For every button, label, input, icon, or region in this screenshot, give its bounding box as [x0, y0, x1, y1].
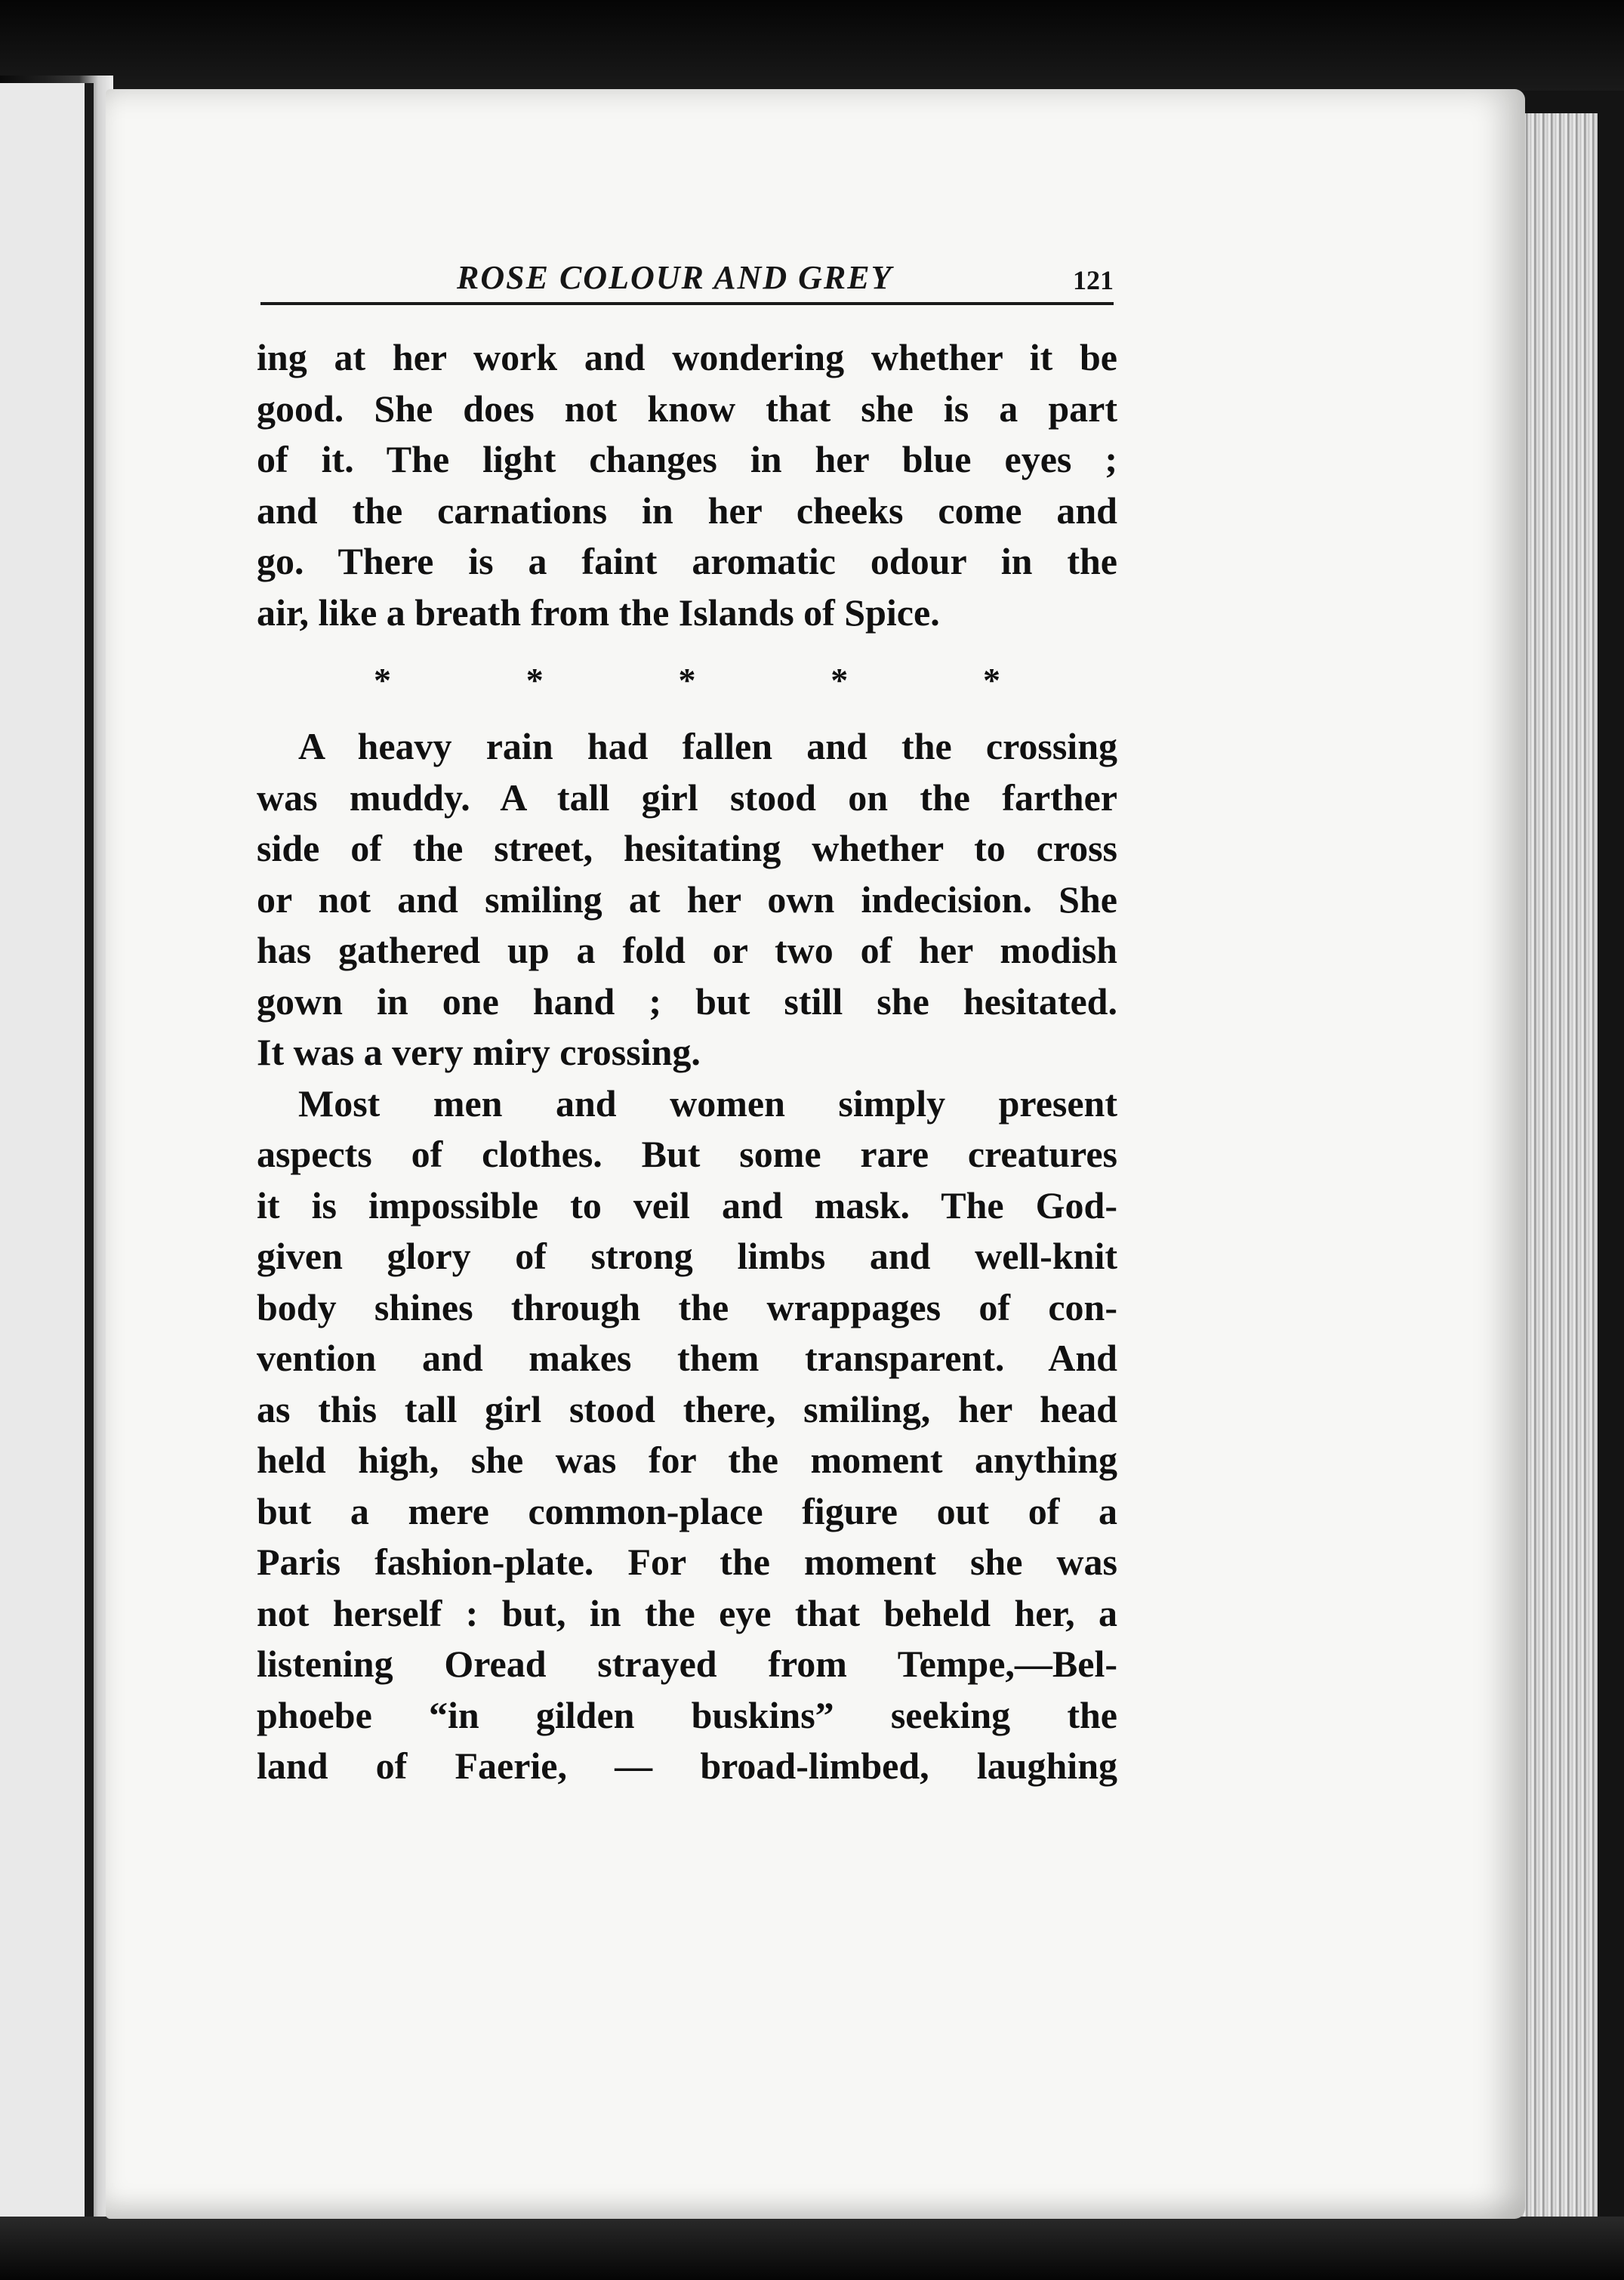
text-line: aspects of clothes. But some rare creatures [257, 1133, 1117, 1175]
text-line: or not and smiling at her own indecision. She [257, 878, 1117, 921]
text-line: body shines through the wrappages of con- [257, 1285, 1117, 1328]
asterisk: * [678, 661, 696, 699]
text-line: vention and makes them transparent. And [257, 1337, 1117, 1379]
text-line: given glory of strong limbs and well-knit [257, 1235, 1117, 1277]
text-line: land of Faerie, — broad-limbed, laughing [257, 1745, 1117, 1787]
text-line: was muddy. A tall girl stood on the farther [257, 776, 1117, 819]
asterisk: * [374, 661, 391, 699]
running-title: ROSE COLOUR AND GREY [457, 259, 893, 296]
text-line: listening Oread strayed from Tempe,—Bel- [257, 1643, 1117, 1685]
text-line: of it. The light changes in her blue eyes ; [257, 438, 1117, 480]
asterisk: * [830, 661, 849, 699]
paragraph [257, 1078, 1117, 1792]
text-line: gown in one hand ; but still she hesitated. [257, 980, 1117, 1023]
text-line: has gathered up a fold or two of her modish [257, 929, 1117, 971]
scan-top-border [0, 0, 1624, 91]
text-line: not herself : but, in the eye that beheld her, a [257, 1591, 1117, 1634]
text-line: A heavy rain had fallen and the crossing [298, 725, 1117, 767]
section-break [374, 638, 1000, 721]
scan-bottom-border [0, 2217, 1624, 2280]
body-text [257, 332, 1117, 1792]
paragraph [257, 721, 1117, 1078]
text-line: side of the street, hesitating whether to cross [257, 827, 1117, 869]
asterisk: * [983, 661, 1000, 699]
text-line: but a mere common-place figure out of a [257, 1489, 1117, 1532]
page-number: 121 [1073, 265, 1114, 295]
text-line: good. She does not know that she is a part [257, 387, 1117, 430]
text-line: Most men and women simply present [298, 1081, 1117, 1125]
text-line: ing at her work and wondering whether it be [257, 336, 1117, 378]
text-line: It was a very miry crossing. [257, 1031, 701, 1073]
text-line: held high, she was for the moment anything [257, 1439, 1117, 1481]
asterisk: * [525, 661, 544, 699]
paragraph [257, 332, 1117, 638]
text-line: Paris fashion-plate. For the moment she was [257, 1541, 1117, 1583]
facing-page-edge [0, 83, 94, 2243]
text-line: and the carnations in her cheeks come and [257, 489, 1117, 532]
text-line: as this tall girl stood there, smiling, her head [257, 1387, 1117, 1430]
text-line: air, like a breath from the Islands of Spice. [257, 591, 940, 634]
text-line: phoebe “in gilden buskins” seeking the [257, 1693, 1117, 1736]
header-rule [260, 302, 1114, 305]
text-line: it is impossible to veil and mask. The God- [257, 1183, 1117, 1226]
text-line: go. There is a faint aromatic odour in the [257, 540, 1117, 582]
running-head [260, 257, 1114, 310]
